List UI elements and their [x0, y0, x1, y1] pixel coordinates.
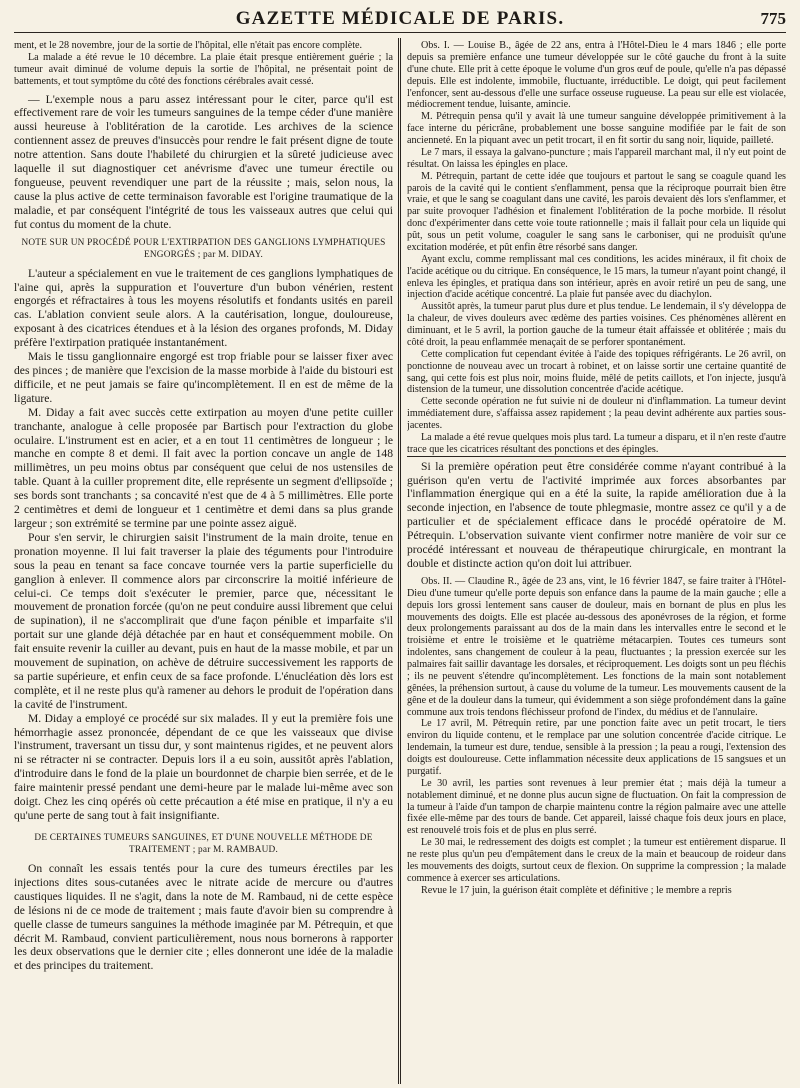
paragraph: Le 7 mars, il essaya la galvano-puncture ; mais l'appareil marchant mal, il n'y eut point de résultat. On laissa les épingles en place.	[407, 146, 786, 170]
page-header	[14, 8, 786, 33]
paragraph: L'auteur a spécialement en vue le traitement de ces ganglions lymphatiques de l'aine qui, après la suppuration et l'ouverture d'un bubon vénérien, restent engorgés et réfractaires à tous les moyens résolutifs et fondants usités en pareil cas. L'ablation convient seule alors. A la cautérisation, longue, douloureuse, exposant à des cicatrices étendues et à la lésion des organes profonds, M. Diday préfère l'extirpation pratiquée instantanément.	[14, 266, 393, 350]
paragraph: M. Pétrequin pensa qu'il y avait là une tumeur sanguine développée primitivement à la face interne du péricrâne, probablement une bosse sanguine modifiée par le fait de son ancienneté. En la piquant avec un petit trocart, il en fit sortir du sang noir, liquide, pailleté.	[407, 111, 786, 146]
paragraph: ment, et le 28 novembre, jour de la sortie de l'hôpital, elle n'était pas encore complète.	[14, 40, 363, 51]
paragraph: M. Pétrequin, partant de cette idée que toujours et partout le sang se coagule quand les parois de la cavité qui le contient s'enflamment, pensa que la réciproque pourrait bien être vraie, et que le sang se coagulant dans une cavité, les parois devaient dès lors s'enflammer, et par suite provoquer l'adhésion et finalement l'oblitération de la poche morbide. Il résolut donc d'expérimenter dans cette voie toute rationnelle ; mais il fallait pour cela un liquide qui pût, sous un petit volume, coaguler le sang sans le carboniser, qui ne produisît qu'une excitation modérée, et pût enfin être résorbé sans danger.	[407, 170, 786, 253]
spacer	[14, 823, 393, 832]
paragraph: — L'exemple nous a paru assez intéressant pour le citer, parce qu'il est effectivement rare de voir les tumeurs sanguines de la tempe céder d'une manière aussi heureuse à l'oblitération de la carotide. Les archives de la science contiennent assez de preuves d'insuccès pour rendre le fait présent digne de toute notre attention. Sans doute l'habileté du chirurgien et la sûreté judicieuse avec laquelle il sut diagnostiquer cet anévrisme d'avec une tumeur érectile ou fongueuse, peuvent revendiquer une part de la réussite ; mais, selon nous, la cause la plus active de cette terminaison favorable est l'origine traumatique de la maladie, et par conséquent l'intégrité de tous les vaisseaux autres que celui qui fut contus du moment de la chute.	[14, 92, 393, 231]
paragraph: Mais le tissu ganglionnaire engorgé est trop friable pour se laisser fixer avec des pinces ; de manière que l'excision de la masse morbide à l'aide du bistouri est difficile, et ne peut jamais se faire qu'incomplètement. Il en est de même de la ligature.	[14, 350, 393, 405]
left-column	[14, 40, 393, 1084]
paragraph: M. Diday a fait avec succès cette extirpation au moyen d'une petite cuiller tranchante, analogue à celle proposée par Bartisch pour l'extraction du globe oculaire. L'instrument est en acier, et a en tout 11 centimètres de longueur ; le manche en compte 8 et demi. Il fait avec la portion concave un angle de 148 millimètres, un peu moins obtus par conséquent que celui de nos ustensiles de table. Quant à la cuiller proprement dite, elle représente un segment d'ellipsoïde ; ses bords sont tranchants ; sa concavité n'est que de 4 à 5 millimètres. Elle porte 2 centimètres et demi de longueur et 1 centimètre et demi dans sa plus grande largeur ; son extrémité se termine par une pointe assez aiguë.	[14, 405, 393, 530]
paragraph: Le 17 avril, M. Pétrequin retire, par une ponction faite avec un petit trocart, le tiers environ du liquide contenu, et le remplace par une solution concentrée d'acide citrique. Le lendemain, la tumeur est dure, tendue, sensible à la pression ; la peau a rougi, l'extension des doigts est douloureuse. Cette inflammation nécessite deux applications de 15 sangsues et un purgatif.	[407, 718, 786, 777]
paragraph: Aussitôt après, la tumeur parut plus dure et plus tendue. Le lendemain, il s'y développa de la chaleur, de vives douleurs avec œdème des parties voisines. Ces phénomènes allèrent en diminuant, et le 5 avril, la portion gauche de la tumeur était affaissée et oblitérée ; mais du côté droit, la peau enflammée menaçait de se perforer spontanément.	[407, 301, 786, 348]
article-heading: DE CERTAINES TUMEURS SANGUINES, ET D'UNE NOUVELLE MÉTHODE DE TRAITEMENT ; par M. RAMBAUD.	[34, 832, 373, 856]
journal-title: GAZETTE MÉDICALE DE PARIS.	[235, 8, 565, 29]
paragraph: Cette seconde opération ne fut suivie ni de douleur ni d'inflammation. La tumeur devint immédiatement dure, s'affaissa assez rapidement ; la peau devint adhérente aux parties sous-jacentes.	[407, 396, 786, 431]
paragraph: On connaît les essais tentés pour la cure des tumeurs érectiles par les injections dites sous-cutanées avec le nitrate acide de mercure ou d'autres caustiques liquides. Il ne s'agit, dans la note de M. Rambaud, ni de cette espèce de lésions ni de ce mode de traitement ; mais faute d'avoir bien su comprendre à quelle classe de tumeurs sanguines la méthode imaginée par M. Pétrequin, et que décrit M. Rambaud, convient particulièrement, nous nous bornerons à rapporter les deux observations que le dernier cite ; elles donneront une idée de la maladie et des principes du traitement.	[14, 862, 393, 973]
paragraph: Pour s'en servir, le chirurgien saisit l'instrument de la main droite, tenue en pronation moyenne. Il lui fait traverser la plaie des téguments pour l'introduire sous la peau en tenant sa face concave tournée vers la partie superficielle du ganglion à enlever. Il commence alors par circonscrire la moitié inférieure de celui-ci. Ce temps doit s'exécuter le premier, parce que, nécessitant le mouvement de pronation forcée (qu'on ne peut conduire aussi librement que celui de supination), il ne s'accomplirait que d'une façon pénible et imparfaite s'il portait sur une glande déjà détachée par en haut et conséquemment mobile. On fait ensuite revenir la cuiller au devant, puis en haut de la masse mobile, et par un mouvement de supination, on achève de détruire successivement les rapports de sa partie supérieure, et enfin ceux de sa face profonde. L'énucléation dès lors est complète, et il ne reste plus qu'à ramener au dehors le produit de l'opération dans la cavité de l'instrument.	[14, 530, 393, 711]
paragraph: Cette complication fut cependant évitée à l'aide des topiques réfrigérants. Le 26 avril, on ponctionne de nouveau avec un trocart à robinet, et on laisse sortir une certaine quantité de sang, qui cette fois est plus noir, moins fluide, mêlé de petits caillots, et l'on injecte, jusqu'à distension de la tumeur, une dissolution concentrée d'acide acétique.	[407, 348, 786, 396]
page-number: 775	[760, 9, 786, 28]
paragraph: M. Diday a employé ce procédé sur six malades. Il y eut la première fois une hémorrhagie assez prononcée, dépendant de ce que les vaisseaux que divise l'instrument, traversant un tissu dur, y sont maintenus rigides, et ne peuvent alors ni se rétracter ni se contracter. Depuis lors il a eu soin, aussitôt après l'ablation, d'introduire dans le fond de la plaie un bourdonnet de charpie bien serrée, et de le faire maintenir pressé pendant une demi-heure par le malade lui-même avec son doigt. Chez les cinq opérés où cette précaution a été mise en pratique, il n'y a eu qu'une perte de sang tout à fait insignifiante.	[14, 711, 393, 822]
paragraph: Le 30 mai, le redressement des doigts est complet ; la tumeur est entièrement disparue. Il ne reste plus qu'un peu d'empâtement dans le creux de la main et beaucoup de roideur dans les mouvements des doigts, surtout ceux de flexion. On supprime la compression ; la malade commence à exercer ses articulations.	[407, 837, 786, 884]
paragraph: Ayant exclu, comme remplissant mal ces conditions, les acides minéraux, il fit choix de l'acide acétique ou du citrique. En conséquence, le 15 mars, la tumeur n'ayant point changé, il enleva les épingles, et pratiqua dans son intérieur, après en avoir retiré un peu de sang, une injection d'acide acétique concentré. La plaie fut pansée avec du diachylon.	[407, 253, 786, 301]
column-divider	[398, 38, 401, 1084]
paragraph: Obs. I. — Louise B., âgée de 22 ans, entra à l'Hôtel-Dieu le 4 mars 1846 ; elle porte depuis sa première enfance une tumeur développée sur le côté gauche du front à la suite d'une chute. Elle prit à cette époque le volume d'un gros œuf de poule, qu'elle n'a pas dépassé depuis. Elle est indolente, immobile, fluctuante, irréductible. Le doigt, qui peut facilement l'enfoncer, sent au-dessous d'elle une surface osseuse rugueuse. La peau sur elle est violacée, médiocrement tendue, luisante, amincie.	[407, 40, 786, 111]
section-separator	[407, 456, 786, 457]
paragraph: Obs. II. — Claudine R., âgée de 23 ans, vint, le 16 février 1847, se faire traiter à l'Hôtel-Dieu d'une tumeur qu'elle porte depuis son enfance dans la paume de la main gauche ; elle a depuis lors grossi lentement sans causer de douleur, mais en bornant de plus en plus les mouvements des doigts. Elle est placée au-dessous des aponévroses de la région, et forme deux prolongements paraissant au dos de la main dans les intervalles entre le second et le troisième et entre le troisième et le quatrième métacarpien. Toutes ces tumeurs sont indolentes, sans changement de couleur à la peau, fluctuantes ; la pression exercée sur les palmaires fait saillir davantage les dorsales, et réciproquement. Les doigts sont un peu fléchis ; ils ne peuvent s'étendre qu'incomplètement. Les fonctions de la main sont notablement gênées, la préhension surtout, à cause du volume de la tumeur. Les mouvements causent de la gêne et de la douleur dans la tumeur, qui évidemment a son siège profondément dans la gaîne commune aux trois tendons fléchisseur profond de l'index, du médius et de l'annulaire.	[407, 575, 786, 718]
paragraph: Revue le 17 juin, la guérison était complète et définitive ; le membre a repris	[421, 884, 732, 896]
paragraph: Si la première opération peut être considérée comme n'ayant contribué à la guérison qu'en vertu de l'activité imprimée aux forces absorbantes par l'inflammation énergique qui en a été la suite, la rapide amélioration due à la seconde injection, en l'absence de toute phlegmasie, montre assez ce qu'il y a de particulier et de spécialement efficace dans le procédé opératoire de M. Pétrequin. L'observation suivante vient confirmer notre manière de voir sur ce procédé intéressant et nouveau de thérapeutique chirurgicale, en montrant la double et distincte action qu'on doit lui attribuer.	[407, 459, 786, 570]
paragraph: La malade a été revue quelques mois plus tard. La tumeur a disparu, et il n'en reste d'autre trace que les cicatrices résultant des ponctions et des épingles.	[407, 431, 786, 455]
paragraph: Le 30 avril, les parties sont revenues à leur premier état ; mais déjà la tumeur a notablement diminué, et ne donne plus aucun signe de fluctuation. On fait la compression de la tumeur à l'aide d'un tampon de charpie maintenu contre la région palmaire avec une attelle fixée elle-même par des tours de bande. Cet appareil, laissé chaque fois deux jours en place, est renouvelé trois fois et de plus en plus serré.	[407, 777, 786, 837]
article-heading: NOTE SUR UN PROCÉDÉ POUR L'EXTIRPATION DES GANGLIONS LYMPHATIQUES ENGORGÉS ; par M. DIDAY.	[21, 237, 386, 261]
paragraph: La malade a été revue le 10 décembre. La plaie était presque entièrement guérie ; la tumeur avait diminué de volume depuis la sortie de l'hôpital, ne présentait point de battements, et tout symptôme du côté des fonctions cérébrales avait cessé.	[14, 51, 393, 87]
right-column	[407, 40, 786, 1084]
